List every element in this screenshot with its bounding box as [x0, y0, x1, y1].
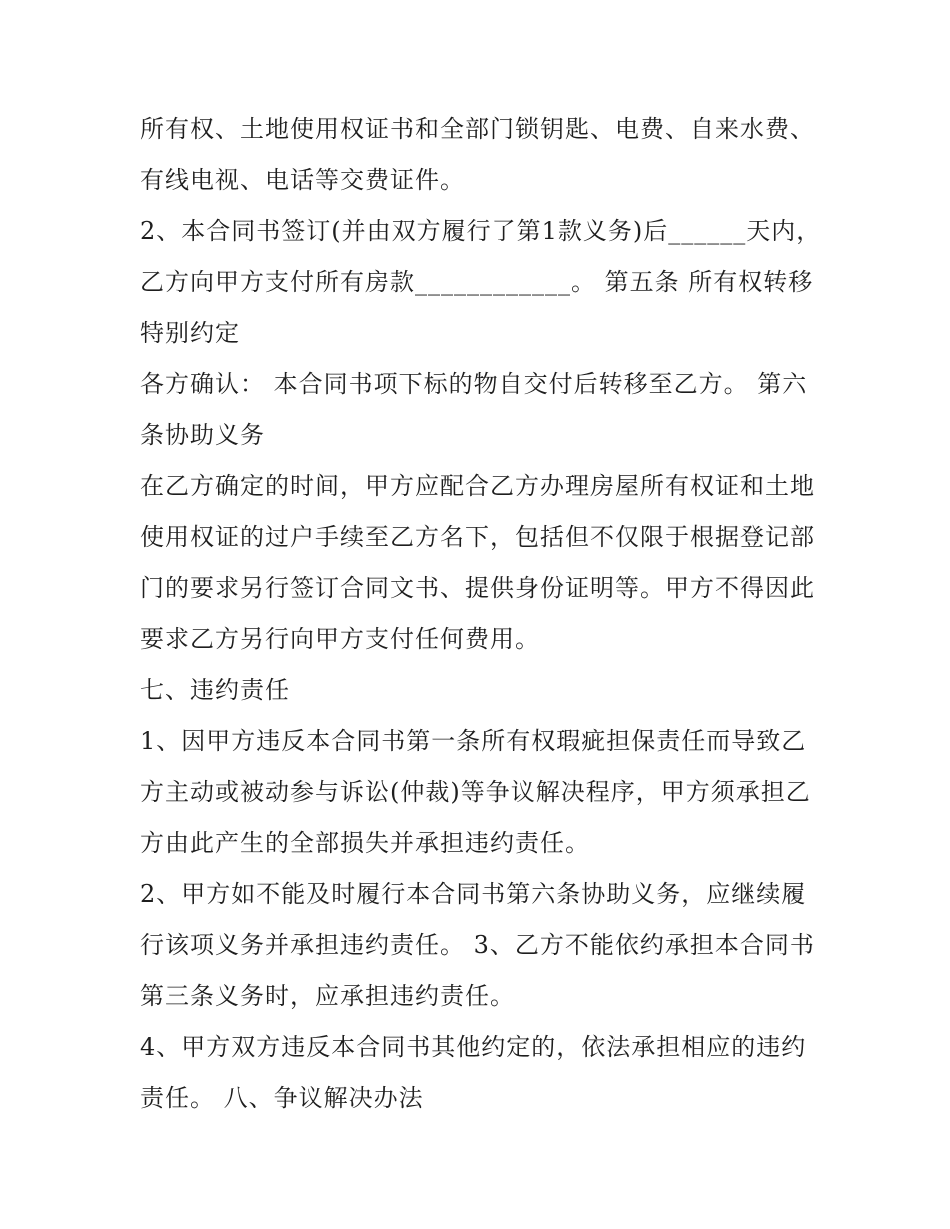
text-line: 第三条义务时，应承担违约责任。: [140, 982, 515, 1010]
text-line: 2、甲方如不能及时履行本合同书第六条协助义务，应继续履: [140, 880, 807, 908]
text-line: 门的要求另行签订合同文书、提供身份证明等。甲方不得因此: [140, 574, 815, 602]
text-line: 使用权证的过户手续至乙方名下，包括但不仅限于根据登记部: [140, 523, 815, 551]
text-line: 2、本合同书签订(并由双方履行了第1款义务)后______天内，: [140, 217, 822, 245]
text-line: 责任。 八、争议解决办法: [140, 1084, 424, 1112]
text-line: 方由此产生的全部损失并承担违约责任。: [140, 829, 590, 857]
text-line: 在乙方确定的时间，甲方应配合乙方办理房屋所有权证和土地: [140, 472, 815, 500]
document-body: [140, 104, 830, 1124]
text-line: 乙方向甲方支付所有房款____________。 第五条 所有权转移: [140, 268, 814, 296]
section-heading: 七、违约责任: [140, 676, 290, 704]
text-line: 方主动或被动参与诉讼(仲裁)等争议解决程序，甲方须承担乙: [140, 778, 811, 806]
text-line: 有线电视、电话等交费证件。: [140, 166, 465, 194]
text-line: 行该项义务并承担违约责任。 3、乙方不能依约承担本合同书: [140, 931, 815, 959]
text-line: 4、甲方双方违反本合同书其他约定的，依法承担相应的违约: [140, 1033, 807, 1061]
text-line: 所有权、土地使用权证书和全部门锁钥匙、电费、自来水费、: [140, 115, 815, 143]
text-line: 特别约定: [140, 319, 240, 347]
text-line: 条协助义务: [140, 421, 265, 449]
text-line: 要求乙方另行向甲方支付任何费用。: [140, 625, 540, 653]
text-line: 1、因甲方违反本合同书第一条所有权瑕疵担保责任而导致乙: [140, 727, 807, 755]
text-line: 各方确认： 本合同书项下标的物自交付后转移至乙方。 第六: [140, 370, 808, 398]
